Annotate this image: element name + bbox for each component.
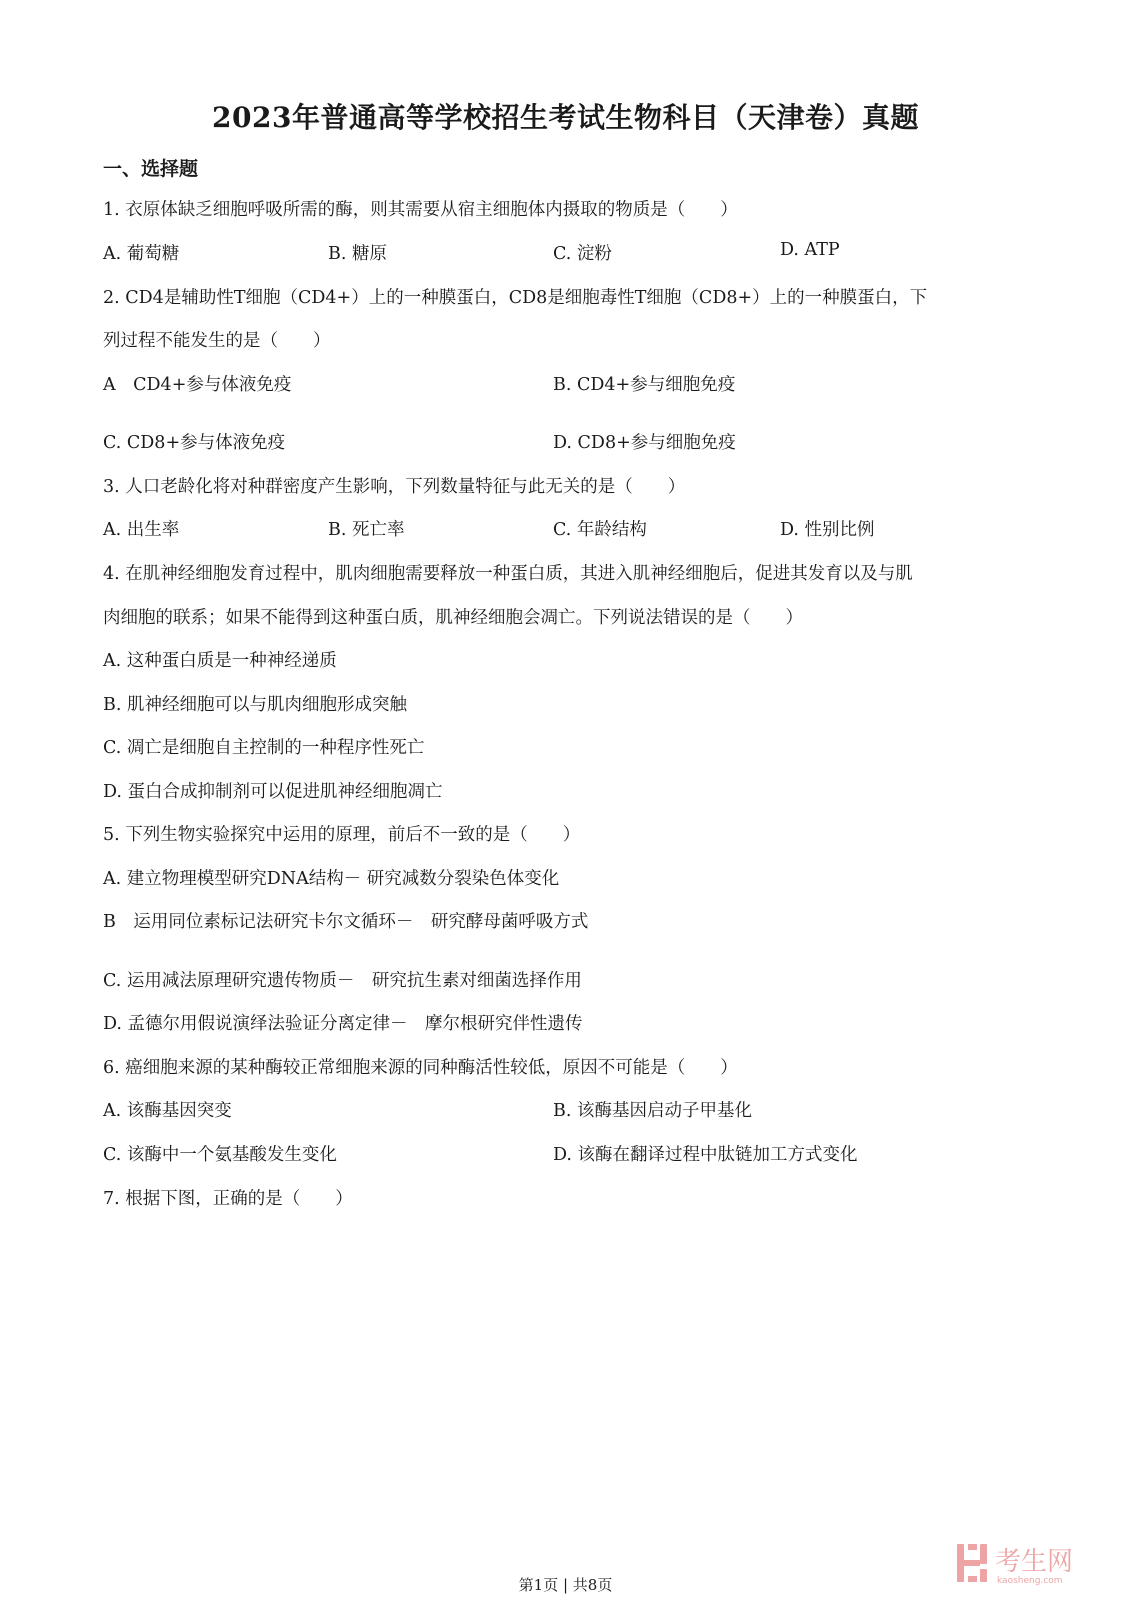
q2-option-b: B. CD4+参与细胞免疫 [553,375,736,395]
q3-option-d: D. 性别比例 [780,520,875,540]
q6-option-a: A. 该酶基因突变 [103,1101,232,1121]
q5-option-c: C. 运用减法原理研究遗传物质－ 研究抗生素对细菌选择作用 [103,971,582,991]
q1-option-c: C. 淀粉 [553,244,612,264]
q3-option-b: B. 死亡率 [328,520,405,540]
q4-option-a: A. 这种蛋白质是一种神经递质 [103,651,337,671]
q2-option-a: A CD4+参与体液免疫 [103,375,292,395]
question-5-text: 5. 下列生物实验探究中运用的原理，前后不一致的是（ ） [103,825,581,845]
q3-option-a: A. 出生率 [103,520,180,540]
question-6-text: 6. 癌细胞来源的某种酶较正常细胞来源的同种酶活性较低，原因不可能是（ ） [103,1058,738,1078]
question-4-text-cont: 肉细胞的联系；如果不能得到这种蛋白质，肌神经细胞会凋亡。下列说法错误的是（ ） [103,608,803,628]
page-title: 2023年普通高等学校招生考试生物科目（天津卷）真题 [212,101,919,134]
q4-option-c: C. 凋亡是细胞自主控制的一种程序性死亡 [103,738,425,758]
question-2-text: 2. CD4是辅助性T细胞（CD4+）上的一种膜蛋白，CD8是细胞毒性T细胞（CD8+）上的一种膜蛋白，下 [103,288,928,308]
page-footer: 第1页 | 共8页 [518,1576,613,1594]
question-2-text-cont: 列过程不能发生的是（ ） [103,331,331,351]
svg-text:kaosheng.com: kaosheng.com [997,1576,1063,1586]
q1-option-b: B. 糖原 [328,244,387,264]
q5-option-b: B 运用同位素标记法研究卡尔文循环－ 研究酵母菌呼吸方式 [103,912,589,932]
section-title: 一、选择题 [103,158,199,180]
question-7-text: 7. 根据下图，正确的是（ ） [103,1189,353,1209]
svg-text:考生网: 考生网 [995,1547,1074,1577]
question-3-text: 3. 人口老龄化将对种群密度产生影响，下列数量特征与此无关的是（ ） [103,477,686,497]
q2-option-c: C. CD8+参与体液免疫 [103,433,286,453]
q6-option-d: D. 该酶在翻译过程中肽链加工方式变化 [553,1145,858,1165]
q5-option-a: A. 建立物理模型研究DNA结构－ 研究减数分裂染色体变化 [103,869,560,889]
q1-option-a: A. 葡萄糖 [103,244,180,264]
logo-mark-icon [957,1544,987,1582]
question-4-text: 4. 在肌神经细胞发育过程中，肌肉细胞需要释放一种蛋白质，其进入肌神经细胞后，促进其发育以及与肌 [103,564,913,584]
kaosheng-watermark-logo [955,1540,1115,1586]
q6-option-b: B. 该酶基因启动子甲基化 [553,1101,752,1121]
q4-option-b: B. 肌神经细胞可以与肌肉细胞形成突触 [103,695,407,715]
q6-option-c: C. 该酶中一个氨基酸发生变化 [103,1145,337,1165]
question-1-text: 1. 衣原体缺乏细胞呼吸所需的酶，则其需要从宿主细胞体内摄取的物质是（ ） [103,200,738,220]
q4-option-d: D. 蛋白合成抑制剂可以促进肌神经细胞凋亡 [103,782,443,802]
q3-option-c: C. 年龄结构 [553,520,647,540]
q5-option-d: D. 孟德尔用假说演绎法验证分离定律－ 摩尔根研究伴性遗传 [103,1014,583,1034]
q2-option-d: D. CD8+参与细胞免疫 [553,433,736,453]
q1-option-d: D. ATP [780,240,840,260]
